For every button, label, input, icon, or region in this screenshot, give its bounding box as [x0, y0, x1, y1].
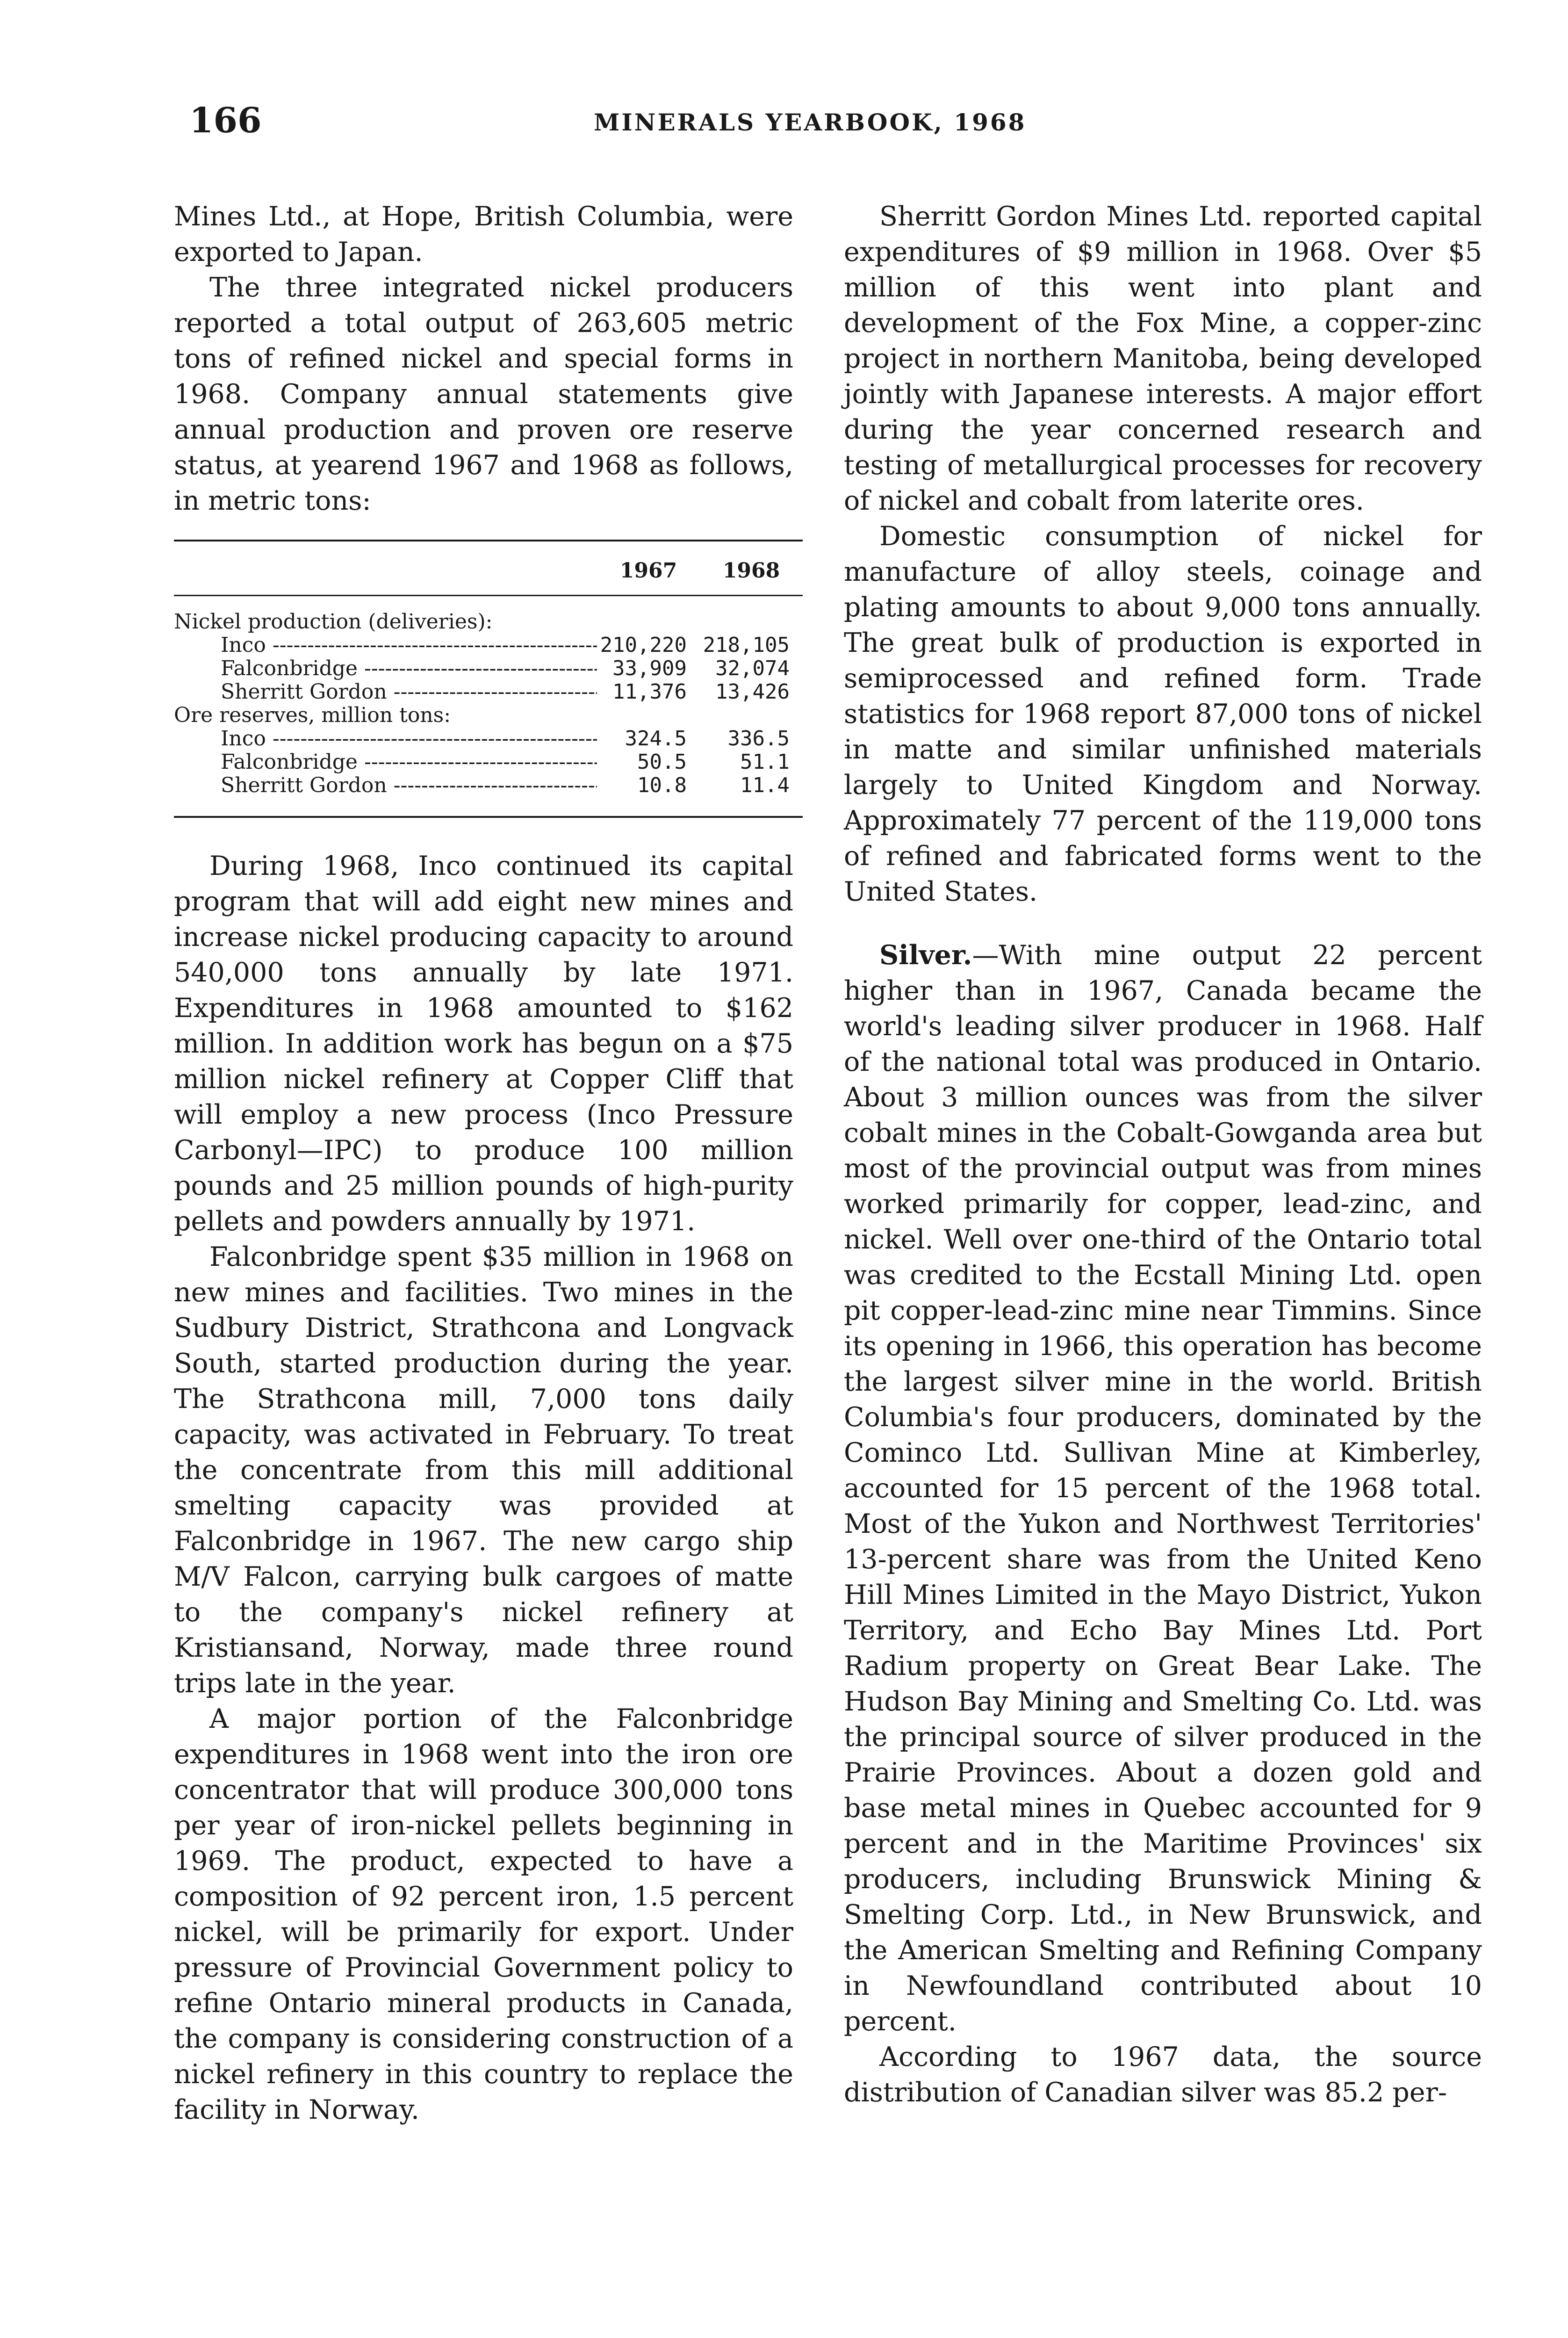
- table-row: [174, 680, 803, 704]
- paragraph: A major portion of the Falconbridge expenditures in 1968 went into the iron ore concentrator that will produce 300,000 tons per year of iron-nickel pellets beginning in 1969. The product, expected to have a composition of 92 percent iron, 1.5 percent nickel, will be primarily for export. Under pressure of Provincial Government policy to refine Ontario mineral products in Canada, the company is considering construction of a nickel refinery in this country to replace the facility in Norway.: [174, 1703, 793, 2125]
- value-1968: 13,426: [715, 680, 790, 704]
- table-row: [174, 750, 803, 774]
- paragraph-text: —With mine output 22 percent higher than in 1967, Canada became the world's leading silver producer in 1968. Half of the national total was produced in Ontario. About 3 million ounces was from the silver cobalt mines in the Cobalt-Gowganda area but most of the provincial output was from mines worked primarily for copper, lead-zinc, and nickel. Well over one-third of the Ontario total was credited to the Ecstall Mining Ltd. open pit copper-lead-zinc mine near Timmins. Since its opening in 1966, this operation has become the largest silver mine in the world. British Columbia's four producers, dominated by the Cominco Ltd. Sullivan Mine at Kimberley, accounted for 15 percent of the 1968 total. Most of the Yukon and Northwest Territories' 13-percent share was from the United Keno Hill Mines Limited in the Mayo District, Yukon Territory, and Echo Bay Mines Ltd. Port Radium property on Great Bear Lake. The Hudson Bay Mining and Smelting Co. Ltd. was the principal source of silver produced in the Prairie Provinces. About a dozen gold and base metal mines in Quebec accounted for 9 percent and in the Maritime Provinces' six producers, including Brunswick Mining & Smelting Corp. Ltd., in New Brunswick, and the American Smelting and Refining Company in Newfoundland contributed about 10 percent.: [844, 940, 1482, 2037]
- paragraph-silver: [844, 938, 1482, 2039]
- value-1967: 33,909: [612, 657, 687, 680]
- nickel-table: [174, 540, 803, 818]
- table-body: [174, 596, 803, 816]
- value-1968: 11.4: [740, 773, 790, 797]
- section-lead-silver: Silver.: [879, 939, 972, 971]
- paragraph: Sherritt Gordon Mines Ltd. reported capital expenditures of $9 million in 1968. Over $5 million of this went into plant and development of the Fox Mine, a copper-zinc project in northern Manitoba, being developed jointly with Japanese interests. A major effort during the year concerned research and testing of metallurgical processes for recovery of nickel and cobalt from laterite ores.: [844, 201, 1482, 516]
- value-1968: 336.5: [727, 727, 790, 750]
- paragraph: Falconbridge spent $35 million in 1968 on new mines and facilities. Two mines in the Sudbury District, Strathcona and Longvack South, started production during the year. The Strathcona mill, 7,000 tons daily capacity, was activated in February. To treat the concentrate from this mill additional smelting capacity was provided at Falconbridge in 1967. The new cargo ship M/V Falcon, carrying bulk cargoes of matte to the company's nickel refinery at Kristiansand, Norway, made three round trips late in the year.: [174, 1241, 793, 1699]
- table-row: [174, 634, 803, 657]
- page-number: 166: [189, 101, 262, 141]
- table-row: [174, 774, 803, 797]
- running-head: MINERALS YEARBOOK, 1968: [594, 108, 1027, 136]
- group-label-reserves: Ore reserves, million tons:: [174, 704, 451, 727]
- row-label: Falconbridge -----: [174, 750, 597, 774]
- paragraph: According to 1967 data, the source distribution of Canadian silver was 85.2 per-: [844, 2042, 1482, 2108]
- value-1967: 210,220: [600, 633, 687, 657]
- value-1967: 50.5: [637, 750, 687, 774]
- value-1967: 324.5: [625, 727, 687, 750]
- paragraph: During 1968, Inco continued its capital program that will add eight new mines and increase nickel producing capacity to around 540,000 tons annually by late 1971. Expenditures in 1968 amounted to $162 million. In addition work has begun on a $75 million nickel refinery at Copper Cliff that will employ a new process (Inco Pressure Carbonyl—IPC) to produce 100 million pounds and 25 million pounds of high-purity pellets and powders annually by 1971.: [174, 851, 793, 1237]
- value-1968: 51.1: [740, 750, 790, 774]
- row-label: Falconbridge -----: [174, 657, 597, 680]
- table-group-row: [174, 704, 803, 727]
- value-1968: 32,074: [715, 657, 790, 680]
- column-header-1967: 1967: [619, 559, 677, 583]
- right-column: [844, 199, 1482, 2110]
- row-label: Inco -----: [174, 727, 597, 750]
- column-header-1968: 1968: [722, 559, 780, 583]
- table-bottom-rule: [174, 816, 803, 818]
- table-row: [174, 657, 803, 680]
- paragraph: Domestic consumption of nickel for manufacture of alloy steels, coinage and plating amounts to about 9,000 tons annually. The great bulk of production is exported in semiprocessed and refined form. Trade statistics for 1968 report 87,000 tons of nickel in matte and similar unfinished materials largely to United Kingdom and Norway. Approximately 77 percent of the 119,000 tons of refined and fabricated forms went to the United States.: [844, 521, 1482, 907]
- value-1967: 11,376: [612, 680, 687, 704]
- value-1968: 218,105: [703, 633, 790, 657]
- paragraph: Mines Ltd., at Hope, British Columbia, were exported to Japan.: [174, 201, 793, 267]
- row-label: Sherritt Gordon -----: [174, 774, 597, 797]
- value-1967: 10.8: [637, 773, 687, 797]
- row-label: Inco -----: [174, 634, 597, 657]
- group-label-production: Nickel production (deliveries):: [174, 610, 493, 634]
- table-header: [174, 541, 803, 596]
- left-column: [174, 199, 793, 2128]
- table-group-row: [174, 610, 803, 634]
- row-label: Sherritt Gordon -----: [174, 680, 597, 704]
- table-row: [174, 727, 803, 750]
- paragraph: The three integrated nickel producers reported a total output of 263,605 metric tons of refined nickel and special forms in 1968. Company annual statements give annual production and proven ore reserve status, at yearend 1967 and 1968 as follows, in metric tons:: [174, 272, 793, 516]
